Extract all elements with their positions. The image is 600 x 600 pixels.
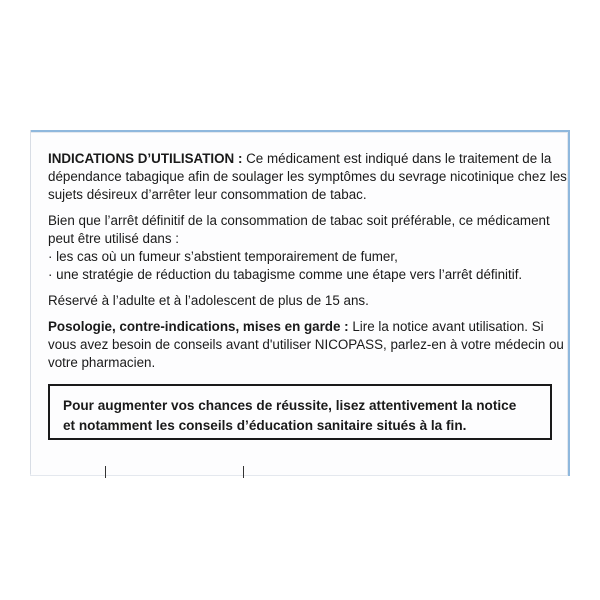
- usage-item-2: · une stratégie de réduction du tabagisme comme une étape vers l’arrêt définitif.: [48, 267, 523, 282]
- panel-left-edge: [30, 130, 31, 474]
- posology-paragraph: [48, 318, 568, 372]
- package-text: [48, 150, 568, 380]
- notice-line-1: Pour augmenter vos chances de réussite, lisez attentivement la notice: [63, 398, 517, 413]
- posology-heading: Posologie, contre-indications, mises en garde :: [48, 319, 349, 334]
- notice-warning-box: [48, 384, 552, 440]
- usage-item-1: · les cas où un fumeur s’abstient temporairement de fumer,: [48, 249, 398, 264]
- reserved-text: Réservé à l’adulte et à l’adolescent de plus de 15 ans.: [48, 293, 369, 308]
- fold-mark-left: [105, 466, 106, 478]
- usage-intro: Bien que l’arrêt définitif de la consommation de tabac soit préférable, ce médicament peut être utilisé dans :: [48, 213, 550, 246]
- usage-list: [48, 248, 568, 284]
- fold-mark-right: [243, 466, 244, 478]
- notice-line-2: et notamment les conseils d’éducation sanitaire situés à la fin.: [63, 418, 467, 433]
- indications-paragraph: [48, 150, 568, 204]
- posology-text: Lire la notice avant utilisation. Si vous avez besoin de conseils avant d'utiliser NICOPASS, parlez-en à votre médecin ou votre pharmacien.: [48, 319, 564, 370]
- indications-heading: INDICATIONS D’UTILISATION :: [48, 151, 243, 166]
- indications-text: Ce médicament est indiqué dans le traitement de la dépendance tabagique afin de soulager les symptômes du sevrage nicotinique chez les sujets désireux d’arrêter leur consommation de tabac.: [48, 151, 567, 202]
